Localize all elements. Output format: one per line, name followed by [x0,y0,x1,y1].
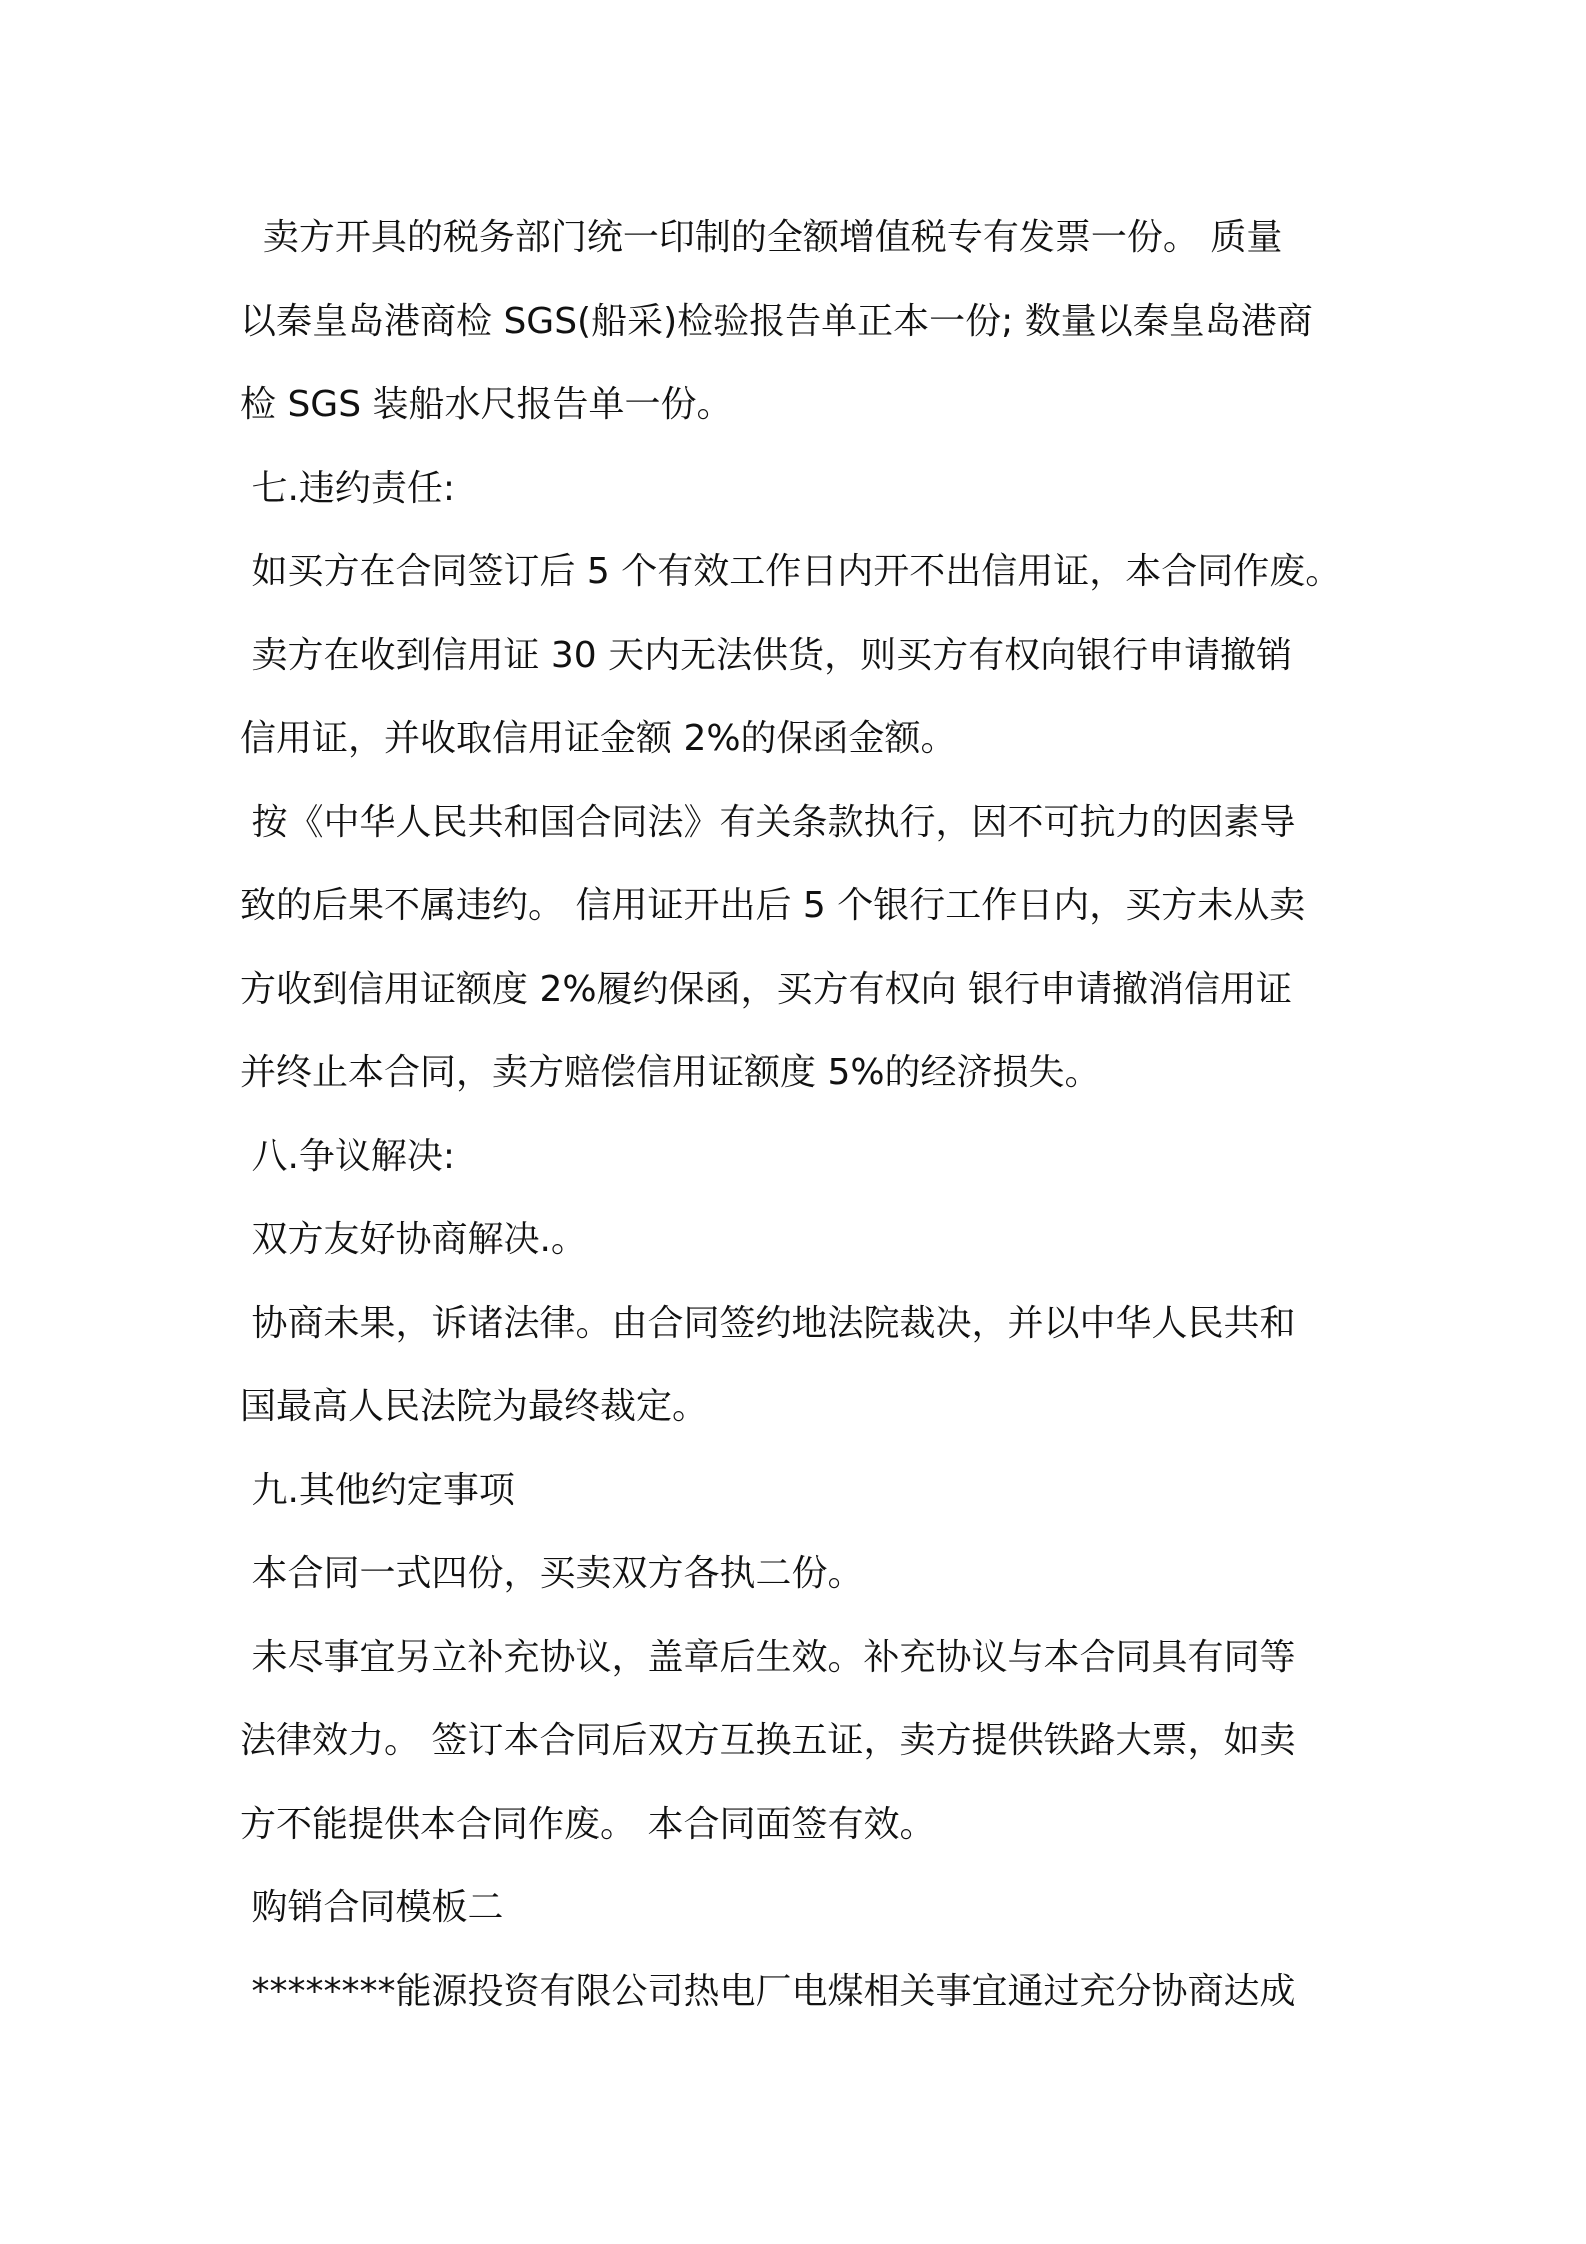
paragraph-line: 协商未果，诉诸法律。由合同签约地法院裁决，并以中华人民共和 [240,1302,1296,1344]
paragraph-line: 致的后果不属违约。 信用证开出后 5 个银行工作日内，买方未从卖 [240,885,1306,926]
document-body [240,196,1390,2033]
paragraph-line: 检 SGS 装船水尺报告单一份。 [240,384,733,425]
paragraph-line: 法律效力。 签订本合同后双方互换五证，卖方提供铁路大票，如卖 [240,1720,1296,1761]
section-heading: 购销合同模板二 [240,1887,504,1928]
paragraph-line: 未尽事宜另立补充协议，盖章后生效。补充协议与本合同具有同等 [240,1636,1296,1678]
paragraph-line: 以秦皇岛港商检 SGS(船采)检验报告单正本一份; 数量以秦皇岛港商 [240,300,1313,342]
paragraph-line: 如买方在合同签订后 5 个有效工作日内开不出信用证，本合同作废。 [240,551,1342,592]
paragraph-line: 卖方在收到信用证 30 天内无法供货，则买方有权向银行申请撤销 [240,634,1293,676]
section-heading: 八.争议解决: [240,1135,456,1177]
paragraph-line: 本合同一式四份，买卖双方各执二份。 [240,1553,864,1594]
paragraph-line: 方不能提供本合同作废。 本合同面签有效。 [240,1803,936,1845]
paragraph-line: 卖方开具的税务部门统一印制的全额增值税专有发票一份。 质量 [240,217,1283,258]
paragraph-line: 双方友好协商解决.。 [240,1219,587,1260]
paragraph-line: 国最高人民法院为最终裁定。 [240,1386,709,1427]
section-heading: 九.其他约定事项 [240,1469,515,1511]
paragraph-line: 方收到信用证额度 2%履约保函，买方有权向 银行申请撤消信用证 [240,968,1292,1010]
paragraph-line: 信用证，并收取信用证金额 2%的保函金额。 [240,718,957,759]
paragraph-line: ********能源投资有限公司热电厂电煤相关事宜通过充分协商达成 [240,1970,1296,2012]
paragraph-line: 按《中华人民共和国合同法》有关条款执行，因不可抗力的因素导 [240,801,1296,843]
section-heading: 七.违约责任: [240,467,456,509]
paragraph-line: 并终止本合同，卖方赔偿信用证额度 5%的经济损失。 [240,1052,1101,1093]
